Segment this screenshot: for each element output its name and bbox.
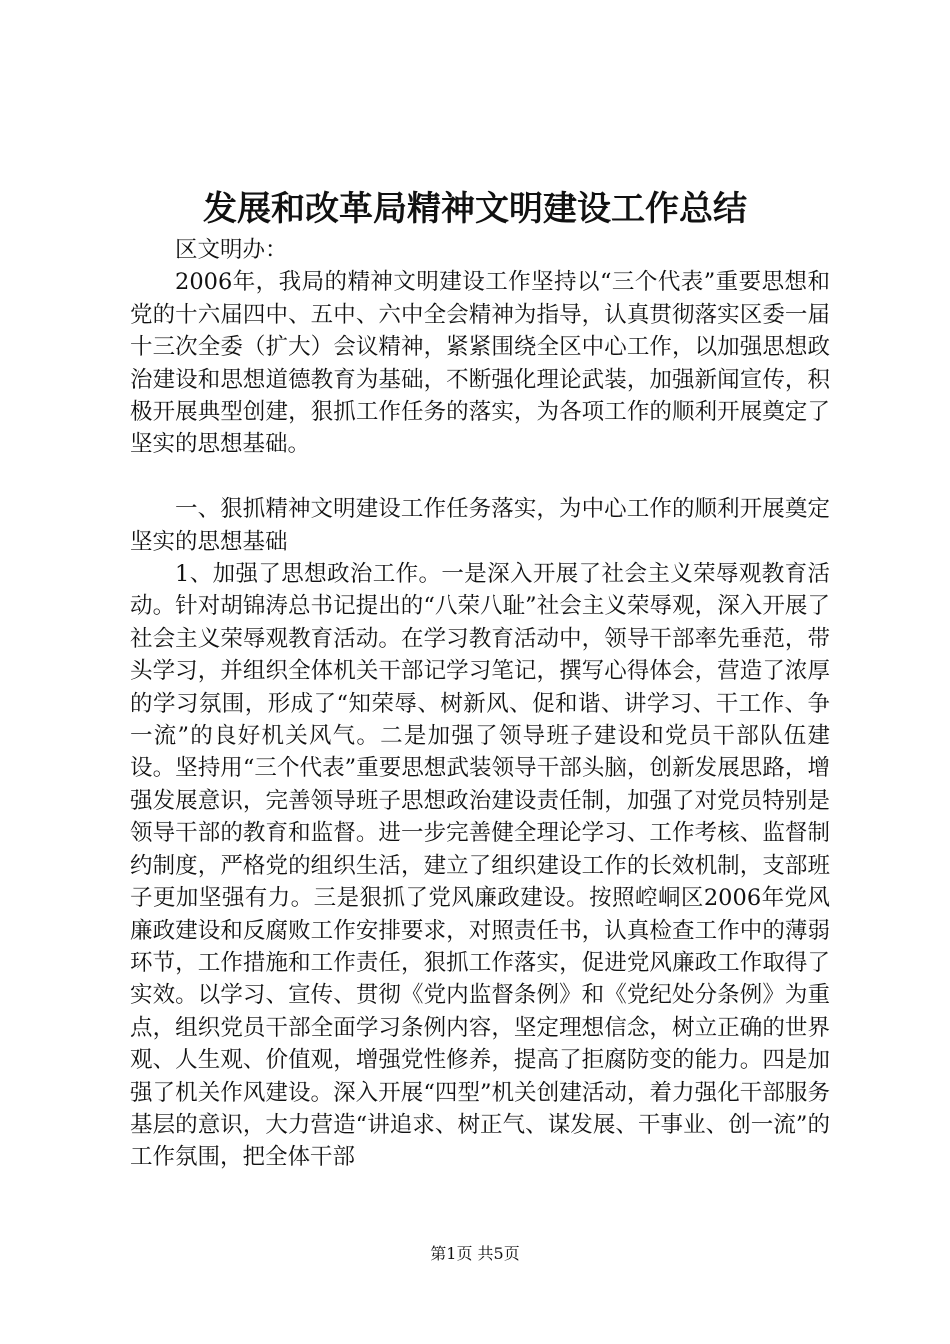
document-title: 发展和改革局精神文明建设工作总结 <box>203 189 747 229</box>
addressee-line: 区文明办： <box>175 237 288 263</box>
document-body <box>130 234 830 1174</box>
intro-paragraph: 2006年，我局的精神文明建设工作坚持以“三个代表”重要思想和党的十六届四中、五中、六中全会精神为指导，认真贯彻落实区委一届十三次全委（扩大）会议精神，紧紧围绕全区中心工作，以加强思想政治建设和思想道德教育为基础，不断强化理论武装，加强新闻宣传，积极开展典型创建，狠抓工作任务的落实，为各项工作的顺利开展奠定了坚实的思想基础。 <box>130 269 830 458</box>
page-footer: 第1页 共5页 <box>430 1244 520 1263</box>
body-paragraph: 1、加强了思想政治工作。一是深入开展了社会主义荣辱观教育活动。针对胡锦涛总书记提出的“八荣八耻”社会主义荣辱观，深入开展了社会主义荣辱观教育活动。在学习教育活动中，领导干部率先垂范，带头学习，并组织全体机关干部记学习笔记，撰写心得体会，营造了浓厚的学习氛围，形成了“知荣辱、树新风、促和谐、讲学习、干工作、争一流”的良好机关风气。二是加强了领导班子建设和党员干部队伍建设。坚持用“三个代表”重要思想武装领导干部头脑，创新发展思路，增强发展意识，完善领导班子思想政治建设责任制，加强了对党员特别是领导干部的教育和监督。进一步完善健全理论学习、工作考核、监督制约制度，严格党的组织生活，建立了组织建设工作的长效机制，支部班子更加坚强有力。三是狠抓了党风廉政建设。按照崆峒区2006年党风廉政建设和反腐败工作安排要求，对照责任书，认真检查工作中的薄弱环节，工作措施和工作责任，狠抓工作落实，促进党风廉政工作取得了实效。以学习、宣传、贯彻《党内监督条例》和《党纪处分条例》为重点，组织党员干部全面学习条例内容，坚定理想信念，树立正确的世界观、人生观、价值观，增强党性修养，提高了拒腐防变的能力。四是加强了机关作风建设。深入开展“四型”机关创建活动，着力强化干部服务基层的意识，大力营造“讲追求、树正气、谋发展、干事业、创一流”的工作氛围，把全体干部 <box>130 561 830 1171</box>
section-heading: 一、狠抓精神文明建设工作任务落实，为中心工作的顺利开展奠定坚实的思想基础 <box>130 496 830 555</box>
